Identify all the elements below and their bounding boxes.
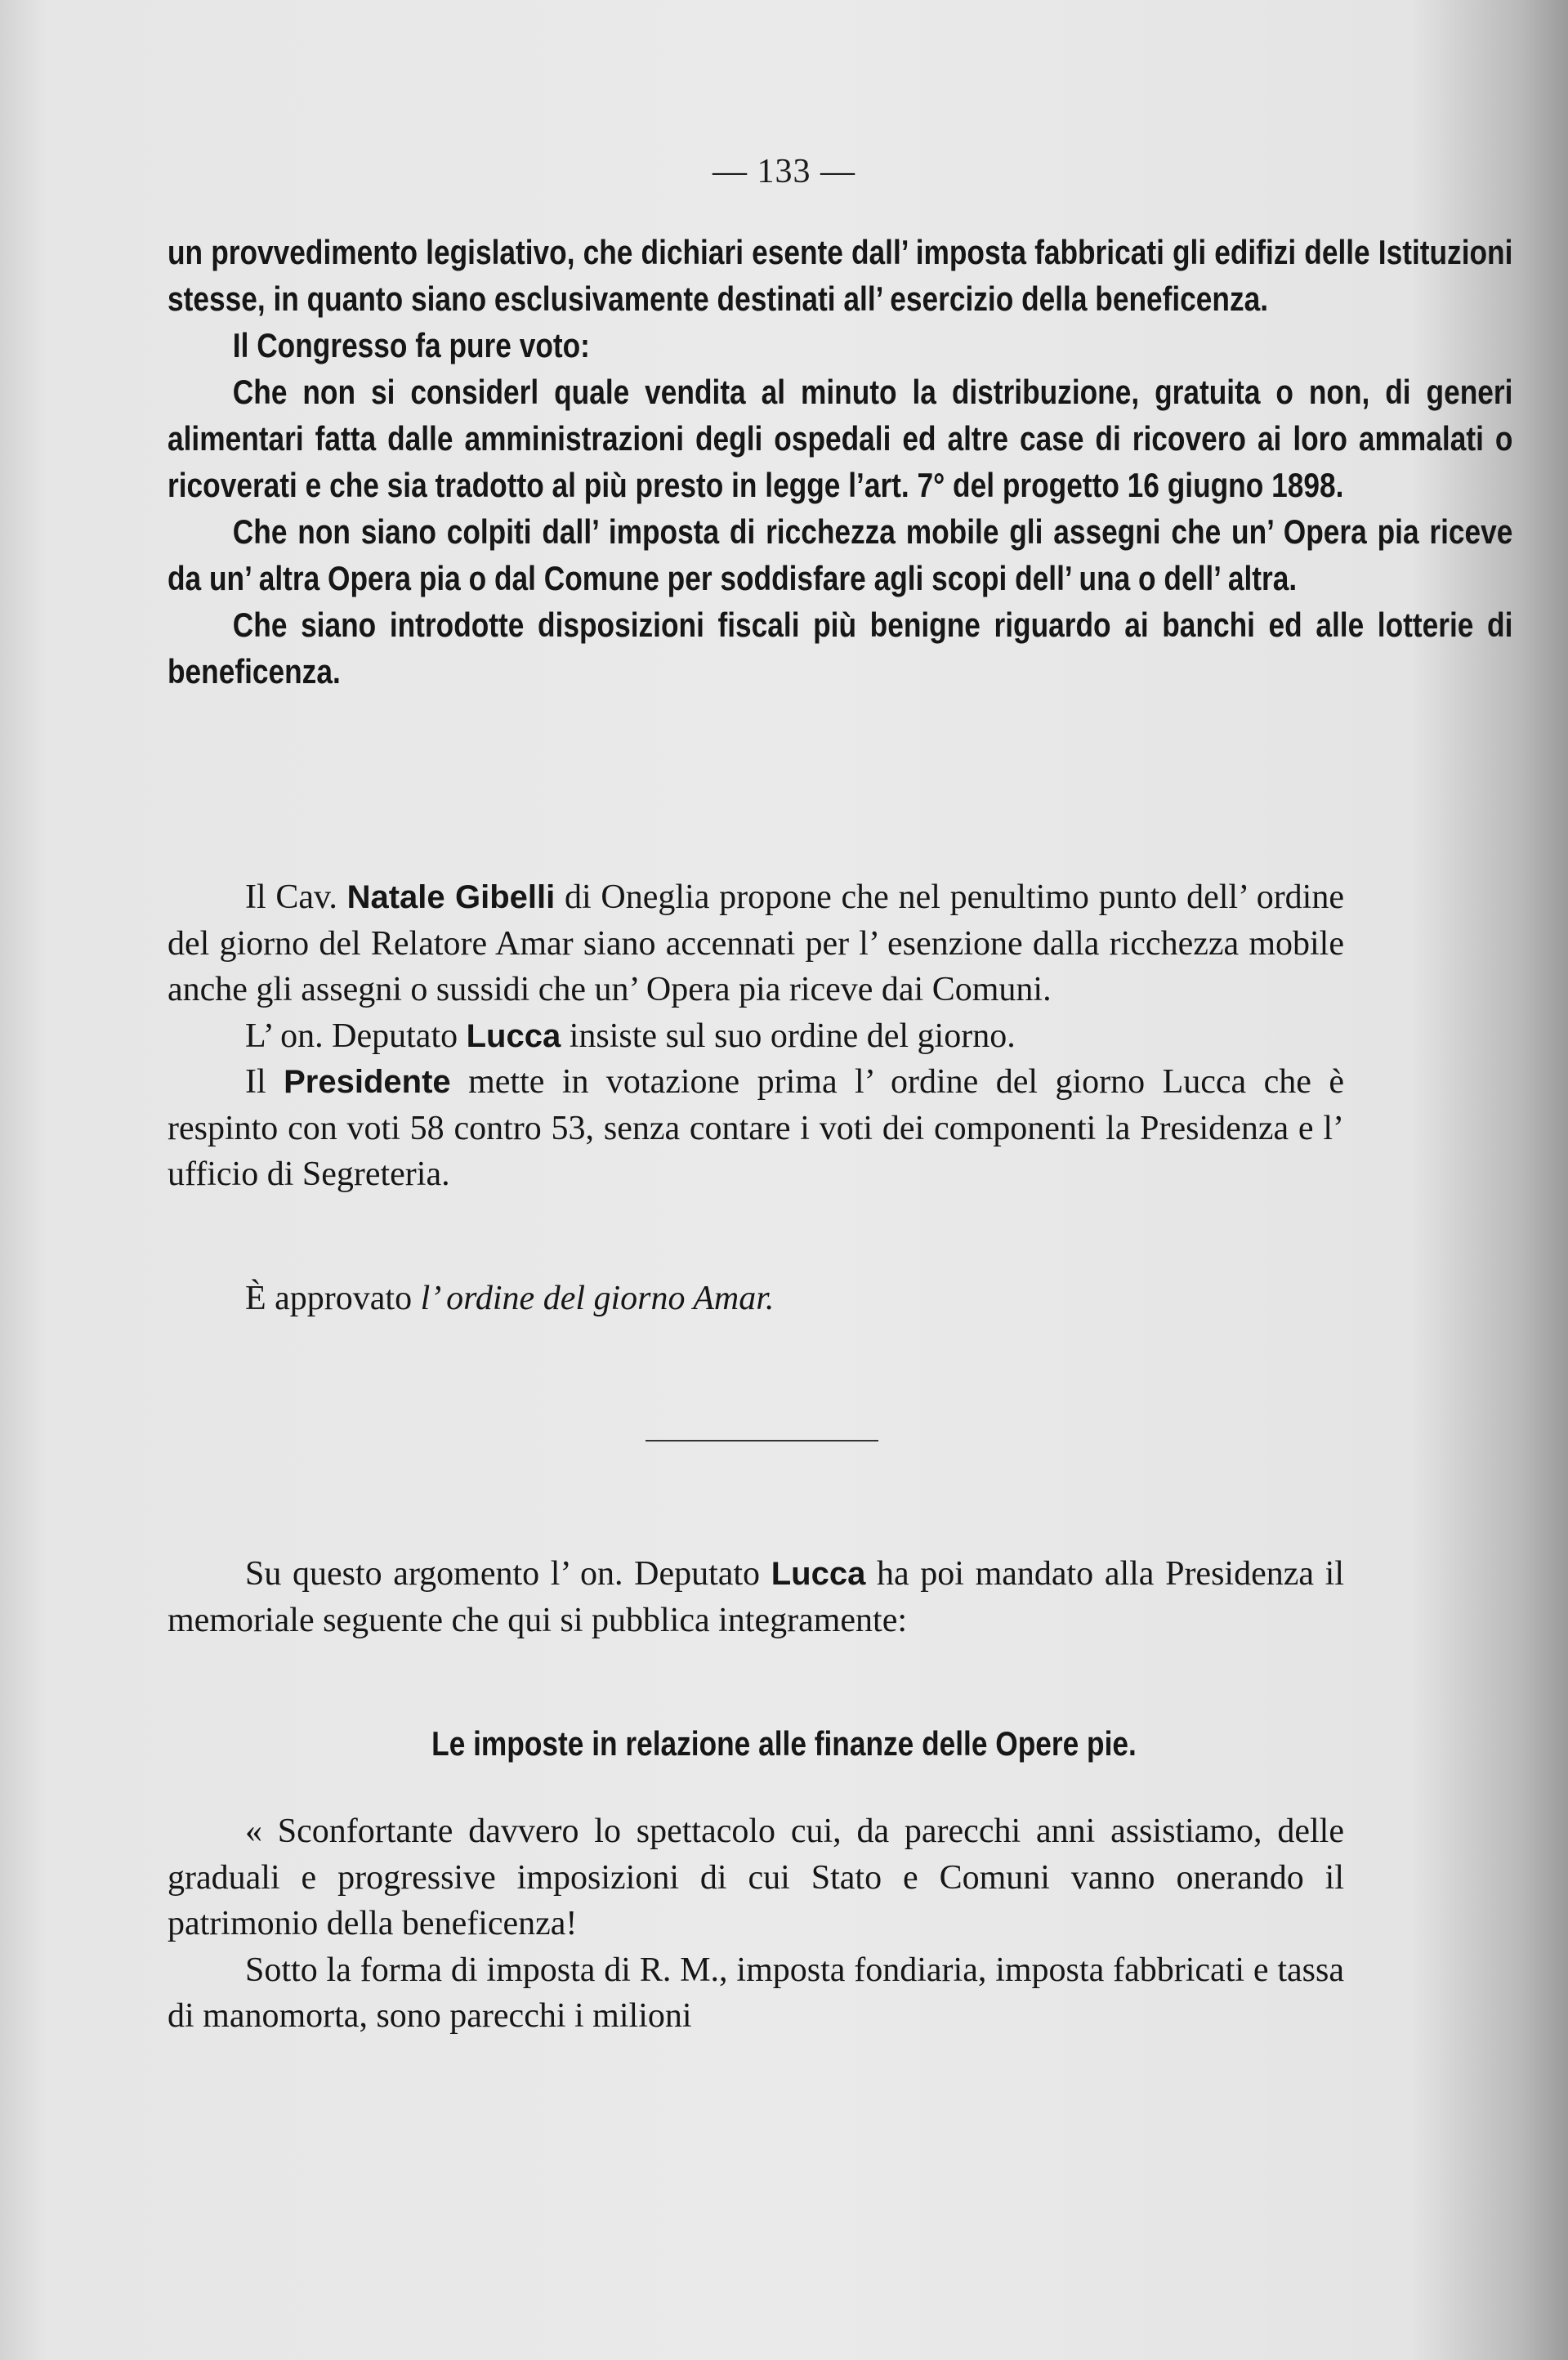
speaker-name: Presidente (284, 1064, 451, 1100)
discussion-paragraph: Il Cav. Natale Gibelli di Oneglia propone che nel penultimo punto dell’ ordine del giorno del Relatore Amar siano accennati per l’ esenzione dalla ricchezza mobile anche gli assegni o sussidi che un’ Opera pia riceve dai Comuni. (168, 878, 1344, 1008)
discussion-paragraph: Il Presidente mette in votazione prima l’ ordine del giorno Lucca che è respinto con voti 58 contro 53, senza contare i voti dei componenti la Presidenza e l’ ufficio di Segreteria. (168, 1063, 1345, 1193)
discussion-paragraph: L’ on. Deputato Lucca insiste sul suo ordine del giorno. (245, 1017, 1016, 1055)
memo-paragraph: « Sconfortante davvero lo spettacolo cui, da parecchi anni assistiamo, delle graduali e progressive imposizioni di cui Stato e Comuni vanno onerando il patrimonio della beneficenza! (168, 1812, 1344, 1942)
page-number: — 133 — (713, 153, 855, 190)
approval-line: È approvato l’ ordine del giorno Amar. (245, 1280, 775, 1317)
resolution-text (168, 229, 1512, 695)
memo-heading: Le imposte in relazione alle finanze delle Opere pie. (431, 1724, 1137, 1763)
resolution-paragraph: Che siano introdotte disposizioni fiscali più benigne riguardo ai banchi ed alle lotterie di beneficenza. (168, 606, 1513, 691)
section-divider (646, 1440, 878, 1441)
discussion-text (168, 874, 1344, 1198)
memo-intro-paragraph: Su questo argomento l’ on. Deputato Lucca ha poi mandato alla Presidenza il memoriale seguente che qui si pubblica integramente: (168, 1555, 1344, 1639)
resolution-paragraph: un provvedimento legislativo, che dichiari esente dall’ imposta fabbricati gli edifizi delle Istituzioni stesse, in quanto siano esclusivamente destinati all’ esercizio della beneficenza. (168, 233, 1513, 318)
memo-body (168, 1808, 1344, 2040)
speaker-name: Lucca (466, 1017, 561, 1054)
memo-intro (168, 1551, 1344, 1643)
resolution-paragraph: Che non siano colpiti dall’ imposta di ricchezza mobile gli assegni che un’ Opera pia riceve da un’ altra Opera pia o dal Comune per soddisfare agli scopi dell’ una o dell’ altra. (168, 512, 1513, 597)
resolution-paragraph: Che non si considerl quale vendita al minuto la distribuzione, gratuita o non, di generi alimentari fatta dalle amministrazioni degli ospedali ed altre case di ricovero ai loro ammalati o ricoverati e che sia tradotto al più presto in legge l’art. 7° del progetto 16 giugno 1898. (168, 373, 1513, 504)
speaker-name: Lucca (771, 1556, 866, 1592)
memo-paragraph: Sotto la forma di imposta di R. M., imposta fondiaria, imposta fabbricati e tassa di manomorta, sono parecchi i milioni (168, 1951, 1344, 2035)
resolution-paragraph: Il Congresso fa pure voto: (232, 326, 590, 364)
speaker-name: Natale Gibelli (346, 879, 556, 915)
